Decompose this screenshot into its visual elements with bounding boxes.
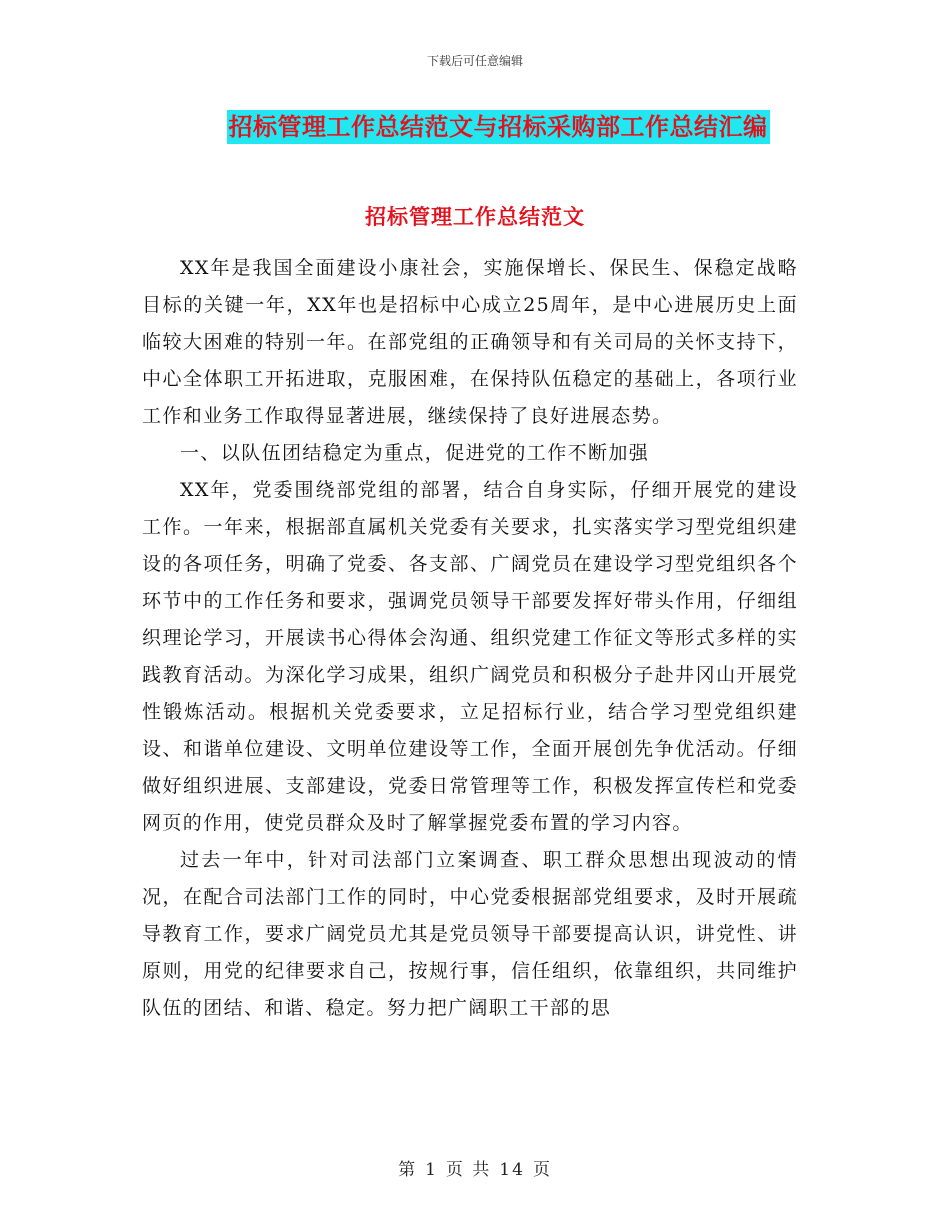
paragraph-heading: 一、以队伍团结稳定为重点，促进党的工作不断加强 [180, 442, 650, 464]
footer-suffix: 页 [532, 1160, 552, 1180]
section-title: 招标管理工作总结范文 [365, 204, 585, 229]
main-title: 招标管理工作总结范文与招标采购部工作总结汇编 [227, 110, 770, 144]
footer-current-page: 1 [425, 1160, 438, 1180]
page-footer [0, 1155, 950, 1180]
main-title-wrap [0, 110, 950, 144]
footer-prefix: 第 [398, 1160, 418, 1180]
paragraph-intro: XX年是我国全面建设小康社会，实施保增长、保民生、保稳定战略目标的关键一年，XX年也是招标中心成立25周年，是中心进展历史上面临较大困难的特别一年。在部党组的正确领导和有关司局的关怀支持下，中心全体职工开拓进取，克服困难，在保持队伍稳定的基础上，各项行业工作和业务工作取得显著进展，继续保持了良好进展态势。 [142, 257, 798, 427]
document-body [142, 250, 798, 1027]
header-note: 下载后可任意编辑 [426, 54, 523, 68]
footer-total-pages: 14 [499, 1160, 525, 1180]
paragraph-party-building: XX年，党委围绕部党组的部署，结合自身实际，仔细开展党的建设工作。一年来，根据部直属机关党委有关要求，扎实落实学习型党组织建设的各项任务，明确了党委、各支部、广阔党员在建设学习型党组织各个环节中的工作任务和要求，强调党员领导干部要发挥好带头作用，仔细组织理论学习，开展读书心得体会沟通、组织党建工作征文等形式多样的实践教育活动。为深化学习成果，组织广阔党员和积极分子赴井冈山开展党性锻炼活动。根据机关党委要求，立足招标行业，结合学习型党组织建设、和谐单位建设、文明单位建设等工作，全面开展创先争优活动。仔细做好组织进展、支部建设，党委日常管理等工作，积极发挥宣传栏和党委网页的作用，使党员群众及时了解掌握党委布置的学习内容。 [142, 479, 798, 834]
footer-middle: 页 共 [445, 1160, 492, 1180]
paragraph-past-year: 过去一年中，针对司法部门立案调查、职工群众思想出现波动的情况，在配合司法部门工作的同时，中心党委根据部党组要求，及时开展疏导教育工作，要求广阔党员尤其是党员领导干部要提高认识，讲党性、讲原则，用党的纪律要求自己，按规行事，信任组织，依靠组织，共同维护队伍的团结、和谐、稳定。努力把广阔职工干部的思 [142, 849, 798, 1019]
